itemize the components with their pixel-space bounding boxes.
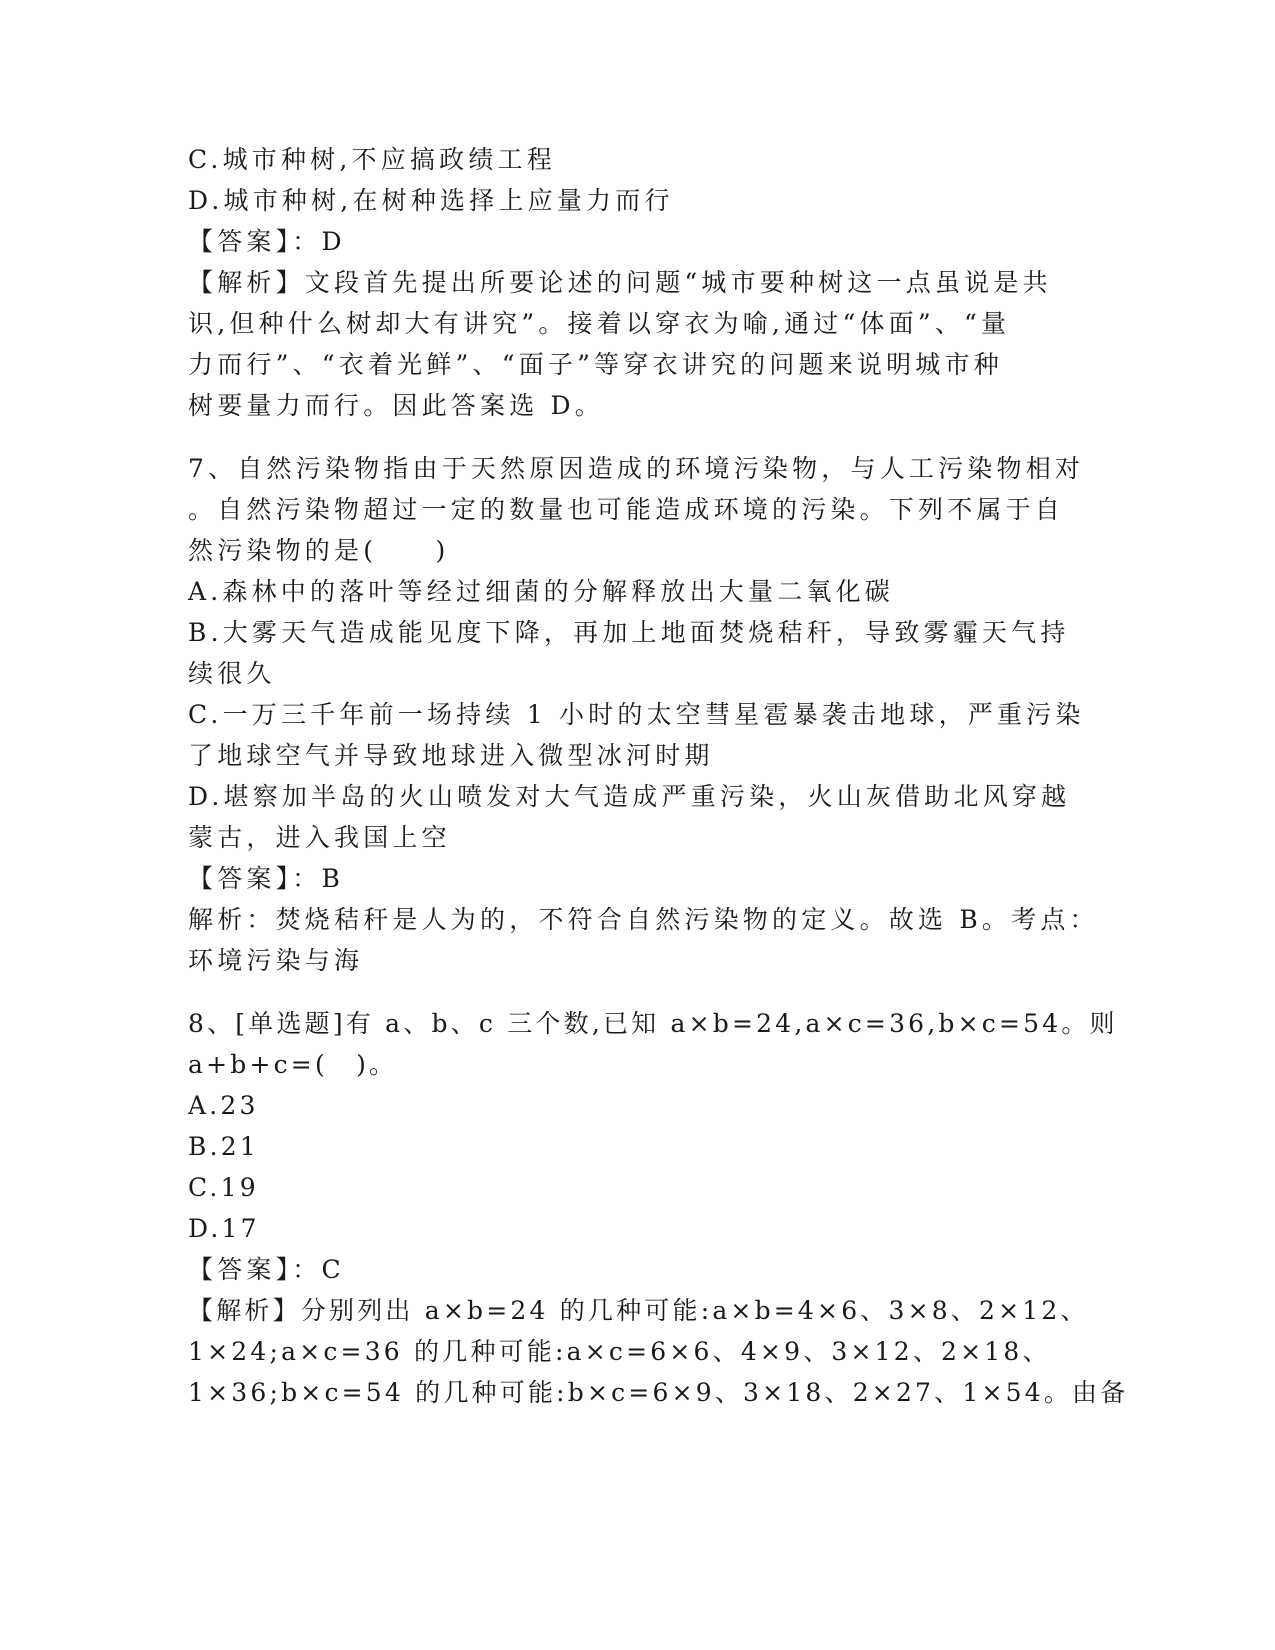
q6-option-c: C.城市种树,不应搞政绩工程: [188, 145, 556, 174]
q8-option-a: A.23: [188, 1091, 259, 1120]
q6-analysis-line: 树要量力而行。因此答案选 D。: [188, 391, 604, 420]
q7-option-b-line: B.大雾天气造成能见度下降，再加上地面焚烧秸秆，导致雾霾天气持: [188, 618, 1070, 647]
q8-option-c: C.19: [188, 1173, 259, 1202]
q8-analysis-line: 【解析】分别列出 a×b=24 的几种可能:a×b=4×6、3×8、2×12、: [188, 1296, 1089, 1325]
q7-stem-line: 然污染物的是( ): [188, 536, 450, 565]
q7-option-c-line: 了地球空气并导致地球进入微型冰河时期: [188, 741, 714, 770]
q6-analysis-line: 【解析】文段首先提出所要论述的问题“城市要种树这一点虽说是共: [188, 268, 1052, 297]
q7-option-d-line: 蒙古，进入我国上空: [188, 823, 451, 852]
q8-analysis-line: 1×24;a×c=36 的几种可能:a×c=6×6、4×9、3×12、2×18、: [188, 1337, 1051, 1366]
q7-answer: 【答案】：B: [188, 864, 345, 893]
q6-option-d: D.城市种树,在树种选择上应量力而行: [188, 186, 674, 215]
q7-analysis-line: 环境污染与海: [188, 946, 364, 975]
q7-option-b-line: 续很久: [188, 659, 276, 688]
q7-stem-line: 7、自然污染物指由于天然原因造成的环境污染物，与人工污染物相对: [188, 454, 1085, 483]
q6-analysis-line: 识,但种什么树却大有讲究”。接着以穿衣为喻,通过“体面”、“量: [188, 309, 1011, 338]
q8-stem-line: 8、[单选题]有 a、b、c 三个数,已知 a×b=24,a×c=36,b×c=54。则: [188, 1009, 1118, 1038]
q7-analysis-line: 解析：焚烧秸秆是人为的，不符合自然污染物的定义。故选 B。考点：: [188, 905, 1099, 934]
q8-option-d: D.17: [188, 1214, 260, 1243]
q8-stem-line: a+b+c=( )。: [188, 1050, 398, 1079]
q8-analysis-line: 1×36;b×c=54 的几种可能:b×c=6×9、3×18、2×27、1×54。由备: [188, 1378, 1129, 1407]
q7-option-c-line: C.一万三千年前一场持续 1 小时的太空彗星雹暴袭击地球，严重污染: [188, 700, 1085, 729]
q6-analysis-line: 力而行”、“衣着光鲜”、“面子”等穿衣讲究的问题来说明城市种: [188, 350, 1003, 379]
q7-option-d-line: D.堪察加半岛的火山喷发对大气造成严重污染，火山灰借助北风穿越: [188, 782, 1071, 811]
q6-answer: 【答案】：D: [188, 227, 346, 256]
q7-stem-line: 。自然污染物超过一定的数量也可能造成环境的污染。下列不属于自: [188, 495, 1065, 524]
q8-option-b: B.21: [188, 1132, 259, 1161]
q8-answer: 【答案】：C: [188, 1255, 345, 1284]
q7-option-a: A.森林中的落叶等经过细菌的分解释放出大量二氧化碳: [188, 577, 895, 606]
